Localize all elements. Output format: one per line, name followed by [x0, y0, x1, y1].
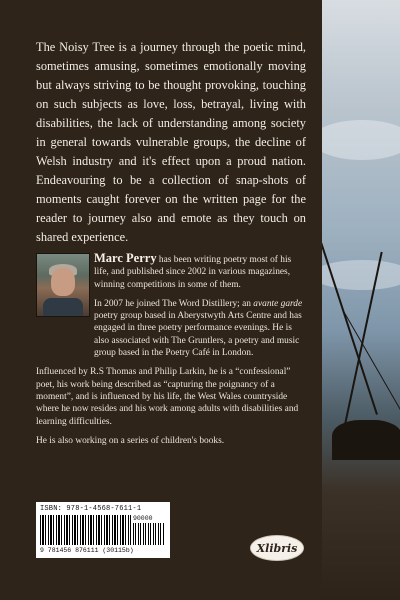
- isbn-barcode: [36, 502, 170, 558]
- price-code: 90000: [131, 515, 166, 545]
- publisher-logo: Xlibris: [250, 535, 304, 561]
- author-bio: [36, 252, 306, 454]
- bio-paragraph-2: In 2007 he joined The Word Distillery; an avante garde poetry group based in Aberystwyth Arts Centre and has engaged in three poetry performance evenings. He is also associated with The Gruntlers, a poetry and music group based in the Poetry Café in London.: [94, 298, 303, 359]
- bio-paragraph-4: He is also working on a series of children's books.: [36, 435, 225, 446]
- bio-paragraph-3: Influenced by R.S Thomas and Philip Larkin, he is a “confessional” poet, his work being described as “capturing the poignancy of a moment”, and is influenced by his life, the West Wales countryside where he now resides and his work among adults with disabilities and learning difficulties.: [36, 367, 299, 427]
- book-blurb: The Noisy Tree is a journey through the poetic mind, sometimes amusing, sometimes emotionally moving but always striving to be thought provoking, touching on such subjects as love, loss, betrayal, living with disabilities, the lack of understanding among society in general towards vulnerable groups, the decline of Welsh industry and it's effect upon a proud nation. Endeavouring to be a collection of snap-shots of moments caught forever on the written page for the reader to journey also and emote as they touch on shared experience.: [36, 40, 306, 244]
- barcode-digits: 9 781456 876111 (30115b): [40, 547, 134, 554]
- cover-photo-strip: [322, 0, 400, 600]
- author-name: Marc Perry: [94, 251, 157, 265]
- bio-paragraph-1: Marc Perry has been writing poetry most of his life, and published since 2002 in various magazines, winning competitions in some of them.: [94, 251, 292, 290]
- isbn-text: ISBN: 978-1-4568-7611-1: [40, 505, 142, 513]
